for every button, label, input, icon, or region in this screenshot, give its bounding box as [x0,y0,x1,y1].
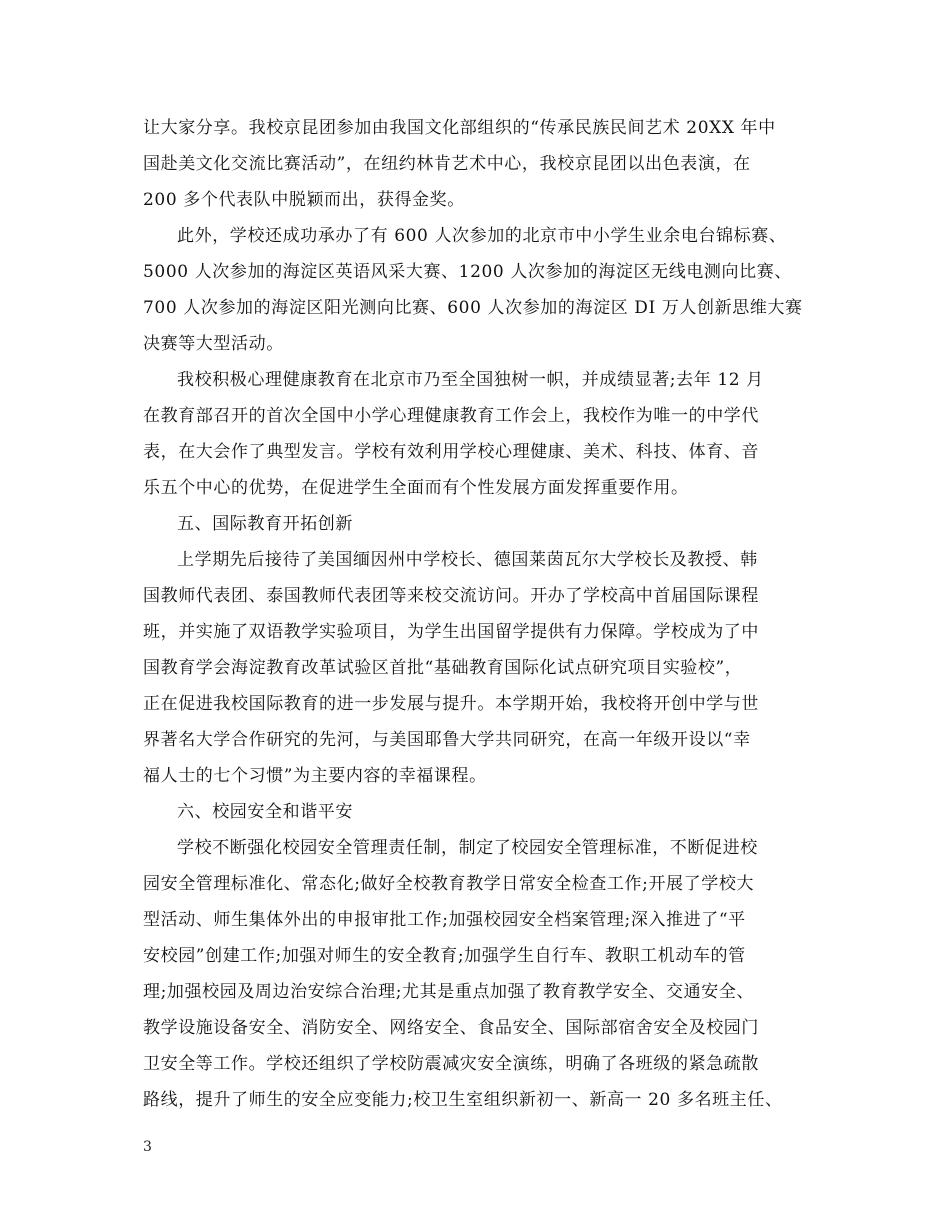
text-line: 福人士的七个习惯”为主要内容的幸福课程。 [143,766,487,786]
text-line: 上学期先后接待了美国缅因州中学校长、德国莱茵瓦尔大学校长及教授、韩 [177,550,758,570]
text-line: 理;加强校园及周边治安综合治理;尤其是重点加强了教育教学安全、交通安全、 [143,982,755,1002]
text-line: 在教育部召开的首次全国中小学心理健康教育工作会上，我校作为唯一的中学代 [143,406,759,426]
text-line: 学校不断强化校园安全管理责任制，制定了校园安全管理标准，不断促进校 [177,838,758,858]
text-line: 此外，学校还成功承办了有 600 人次参加的北京市中小学生业余电台锦标赛、 [177,226,787,246]
text-line: 正在促进我校国际教育的进一步发展与提升。本学期开始，我校将开创中学与世 [143,694,759,714]
text-line: 决赛等大型活动。 [143,334,284,354]
text-line: 路线，提升了师生的安全应变能力;校卫生室组织新初一、新高一 20 多名班主任、 [143,1090,783,1110]
text-line: 型活动、师生集体外出的申报审批工作;加强校园安全档案管理;深入推进了“平 [143,910,746,930]
text-line: 卫安全等工作。学校还组织了学校防震减灾安全演练，明确了各班级的紧急疏散 [143,1054,759,1074]
text-line: 国教师代表团、泰国教师代表团等来校交流访问。开办了学校高中首届国际课程 [143,586,759,606]
text-line: 乐五个中心的优势，在促进学生全面而有个性发展方面发挥重要作用。 [143,478,689,498]
text-line: 5000 人次参加的海淀区英语风采大赛、1200 人次参加的海淀区无线电测向比赛、 [143,262,792,282]
page-number: 3 [143,1139,152,1155]
text-line: 700 人次参加的海淀区阳光测向比赛、600 人次参加的海淀区 DI 万人创新思维大赛 [143,298,803,318]
text-line: 界著名大学合作研究的先河，与美国耶鲁大学共同研究，在高一年级开设以“幸 [143,730,751,750]
section-heading: 六、校园安全和谐平安 [177,802,353,822]
text-line: 教学设施设备安全、消防安全、网络安全、食品安全、国际部宿舍安全及校园门 [143,1018,759,1038]
text-line: 园安全管理标准化、常态化;做好全校教育教学日常安全检查工作;开展了学校大 [143,874,755,894]
text-line: 200 多个代表队中脱颖而出，获得金奖。 [143,190,465,210]
text-line: 班，并实施了双语教学实验项目，为学生出国留学提供有力保障。学校成为了中 [143,622,759,642]
text-line: 让大家分享。我校京昆团参加由我国文化部组织的“传承民族民间艺术 20XX 年中 [143,118,776,138]
text-line: 国教育学会海淀教育改革试验区首批“基础教育国际化试点研究项目实验校”， [143,658,743,678]
text-line: 表，在大会作了典型发言。学校有效利用学校心理健康、美术、科技、体育、音 [143,442,759,462]
text-line: 国赴美文化交流比赛活动”，在纽约林肯艺术中心，我校京昆团以出色表演，在 [143,154,751,174]
document-body [143,110,815,1118]
text-line: 我校积极心理健康教育在北京市乃至全国独树一帜，并成绩显著;去年 12 月 [177,370,764,390]
text-line: 安校园”创建工作;加强对师生的安全教育;加强学生自行车、教职工机动车的管 [143,946,746,966]
section-heading: 五、国际教育开拓创新 [177,514,353,534]
